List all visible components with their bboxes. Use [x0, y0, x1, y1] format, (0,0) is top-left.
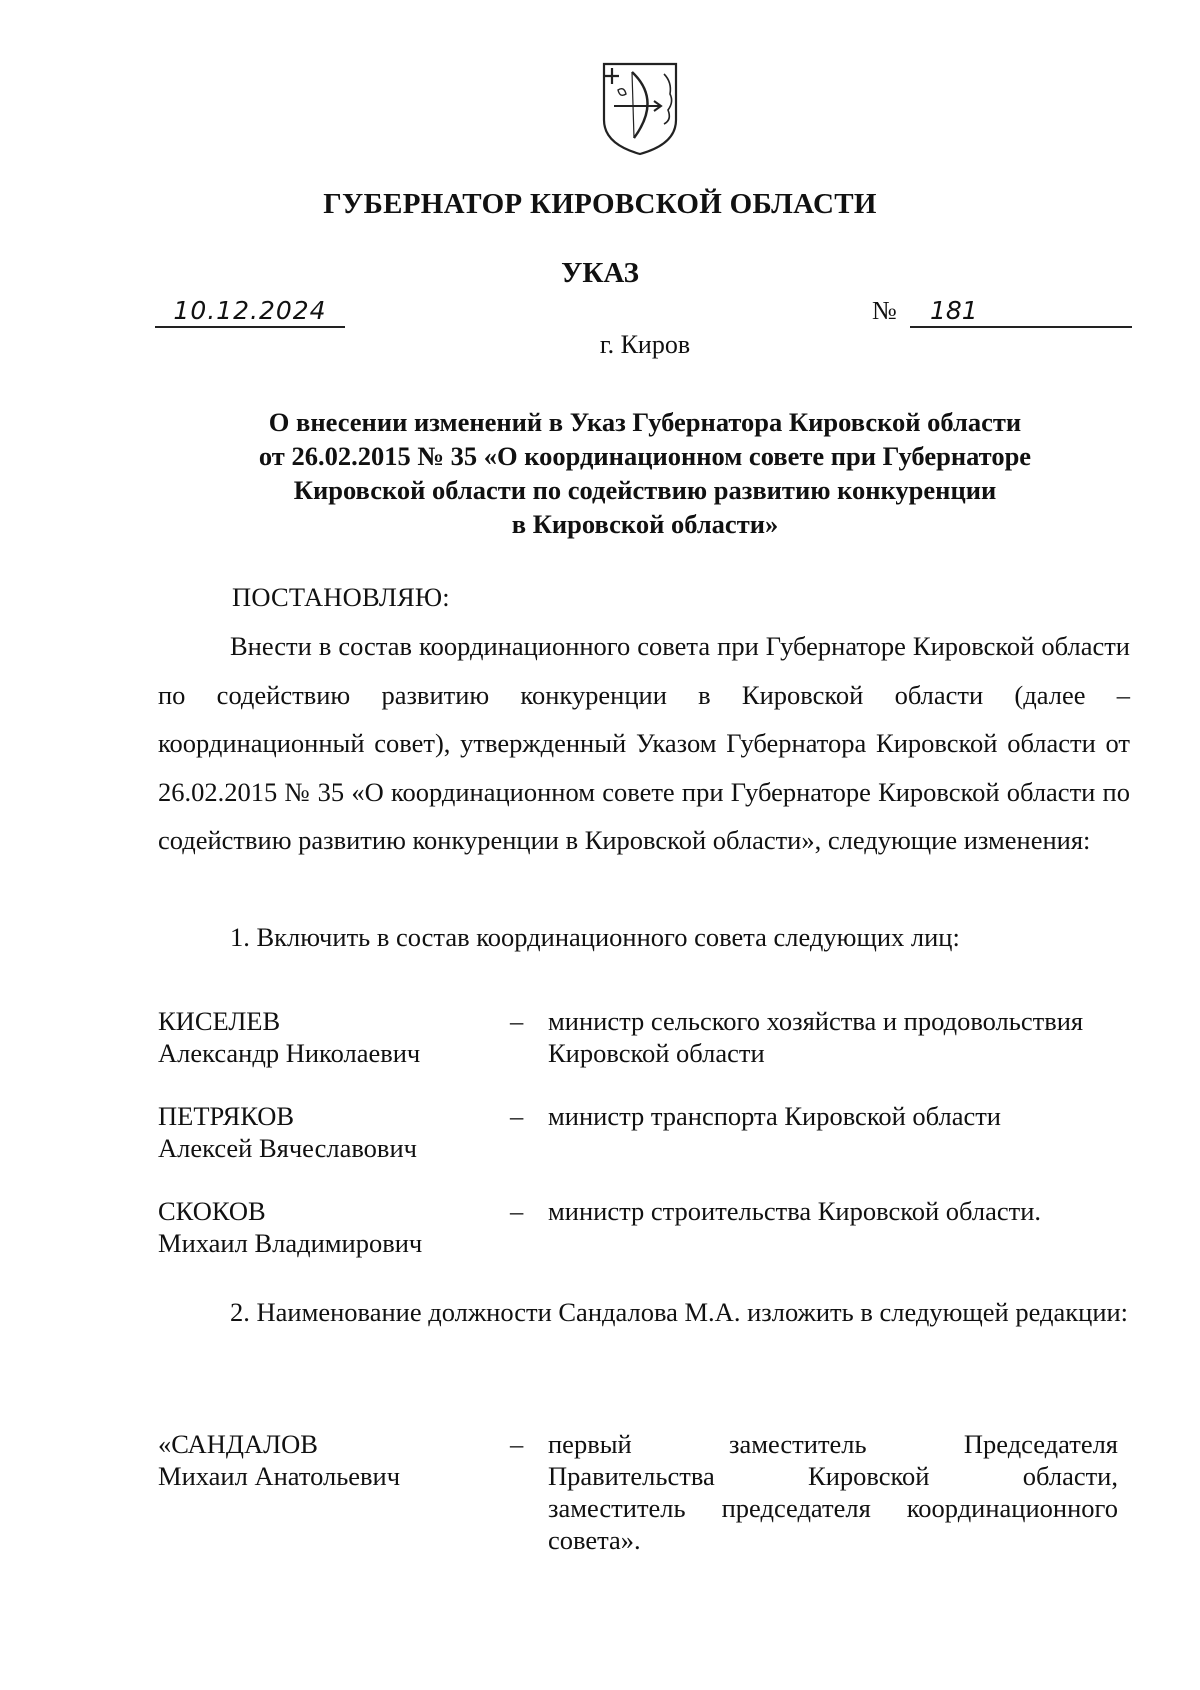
city: г. Киров: [599, 330, 691, 359]
member-surname: ПЕТРЯКОВ: [158, 1101, 295, 1131]
member-position: министр строительства Кировской области.: [548, 1196, 1042, 1226]
member-dash: –: [510, 1429, 524, 1459]
title-line: О внесении изменений в Указ Губернатора Кировской области: [268, 407, 1022, 437]
member-given-name: Михаил Анатольевич: [158, 1461, 401, 1491]
member-dash: –: [510, 1196, 524, 1226]
member-given-name: Михаил Владимирович: [158, 1228, 423, 1258]
position-line: Правительства Кировской области,: [548, 1461, 1118, 1491]
member-name: [158, 1195, 498, 1259]
member-surname: СКОКОВ: [158, 1196, 266, 1226]
decree-word: ПОСТАНОВЛЯЮ:: [232, 582, 450, 612]
member-name: [158, 1100, 498, 1164]
member-position: министр сельского хозяйства и продовольствия Кировской области: [548, 1006, 1084, 1068]
item-1: 1. Включить в состав координационного совета следующих лиц:: [230, 922, 960, 952]
member-given-name: Алексей Вячеславович: [158, 1133, 417, 1163]
document-type: УКАЗ: [561, 257, 639, 289]
item-2: 2. Наименование должности Сандалова М.А. изложить в следующей редакции:: [230, 1297, 1129, 1327]
member-surname: «САНДАЛОВ: [158, 1429, 318, 1459]
member-given-name: Александр Николаевич: [158, 1038, 421, 1068]
title-line: в Кировской области»: [511, 509, 779, 539]
member-dash: –: [510, 1006, 524, 1036]
title-line: Кировской области по содействию развитию конкуренции: [293, 475, 997, 505]
member-position: [548, 1428, 1118, 1556]
document-title: [150, 405, 1140, 541]
intro-paragraph: Внести в состав координационного совета при Губернаторе Кировской области по содействию развитию конкуренции в Кировской области (далее – координационный совет), утвержденный Указом Губернатора Кировской области от 26.02.2015 № 35 «О координационном совете при Губернаторе Кировской области по содействию развитию конкуренции в Кировской области», следующие изменения:: [158, 631, 1130, 855]
document-number: 181: [910, 296, 1132, 328]
position-line: заместитель председателя координационного: [548, 1493, 1118, 1523]
position-line: совета».: [548, 1525, 641, 1555]
coat-of-arms-emblem: [600, 60, 680, 156]
member-position: министр транспорта Кировской области: [548, 1101, 1001, 1131]
issuing-authority: ГУБЕРНАТОР КИРОВСКОЙ ОБЛАСТИ: [323, 188, 877, 220]
member-name: [158, 1005, 498, 1069]
member-dash: –: [510, 1101, 524, 1131]
document-date: 10.12.2024: [155, 296, 345, 328]
number-label: №: [872, 296, 897, 325]
title-line: от 26.02.2015 № 35 «О координационном совете при Губернаторе: [258, 441, 1032, 471]
member-surname: КИСЕЛЕВ: [158, 1006, 281, 1036]
member-name: [158, 1428, 498, 1492]
position-line: первый заместитель Председателя: [548, 1429, 1118, 1459]
